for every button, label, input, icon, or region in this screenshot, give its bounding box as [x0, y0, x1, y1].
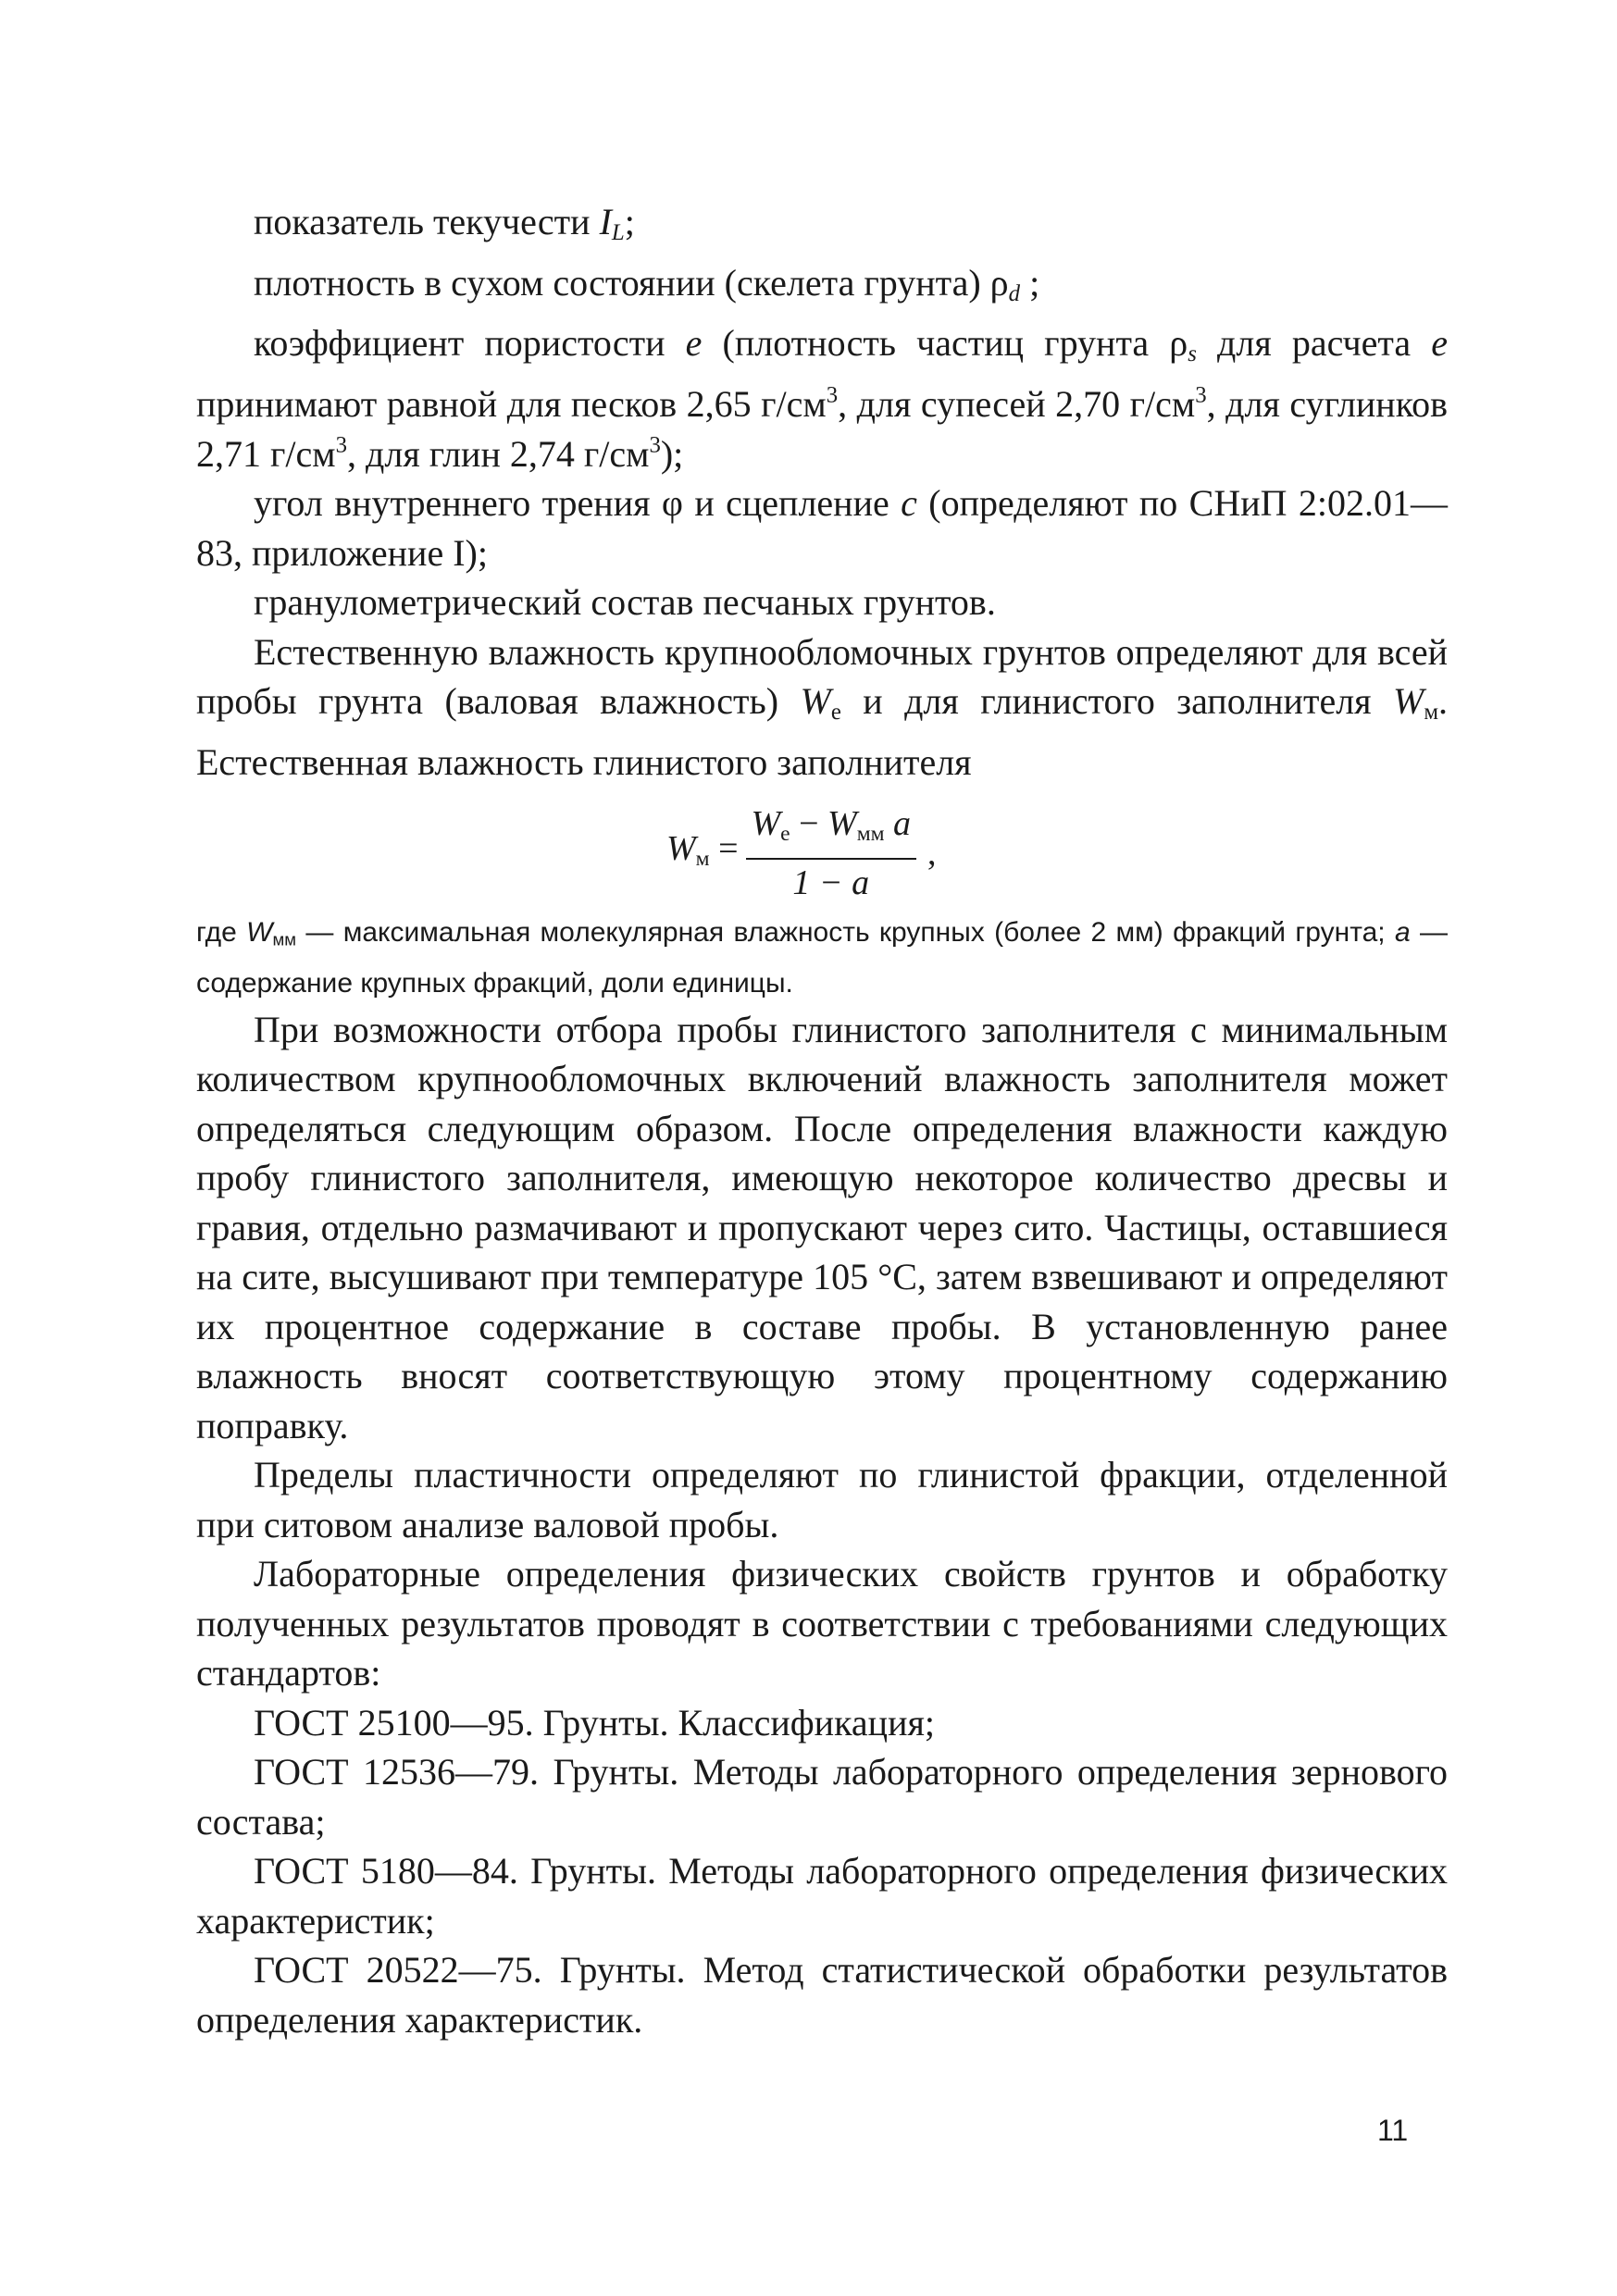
formula-expression [666, 803, 937, 904]
formula-lhs: $W_м$ = [666, 828, 739, 871]
page-number: 11 [1377, 2114, 1409, 2147]
item-dry-density: плотность в сухом состоянии (скелета грунта) $\rho_d$ ; [254, 261, 1040, 306]
item-porosity-coefficient: коэффициент пористости e (плотность частиц грунта $\rho_s$ для расчета e принимают равной для песков 2,65 $г/см^3$, для супесей 2,70 $г/см^3$, для суглинков 2,71 $г/см^3$, для глин 2,74 $г/см^3$); [196, 322, 1449, 475]
formula-comma: , [927, 833, 937, 873]
paragraph-lab-standards: Лабораторные определения физических свойств грунтов и обработку полученных результатов проводят в соответствии с требованиями следующих стандартов: [196, 1553, 1448, 1694]
standard-gost-25100: ГОСТ 25100—95. Грунты. Классификация; [254, 1701, 935, 1744]
moisture-formula [196, 787, 1448, 911]
formula-denominator: 1 − a [792, 863, 870, 903]
standard-gost-20522: ГОСТ 20522—75. Грунты. Метод статистической обработки результатов определения характеристик. [196, 1949, 1448, 2041]
item-liquidity-index: показатель текучести $I_L$; [254, 201, 635, 246]
paragraph-natural-moisture: Естественную влажность крупнообломочных грунтов определяют для всей пробы грунта (валовая влажность) $W_e$ и для глинистого заполнителя $W_м$. Естественная влажность глинистого заполнителя [196, 630, 1449, 783]
item-friction-cohesion: угол внутреннего трения φ и сцепление c (определяют по СНиП 2:02.01—83, приложение I); [196, 482, 1448, 574]
standard-gost-5180: ГОСТ 5180—84. Грунты. Методы лабораторного определения физических характеристик; [196, 1850, 1448, 1942]
formula-numerator: $W_e - W_{мм}$ a [746, 803, 917, 860]
paragraph-plasticity: Пределы пластичности определяют по глинистой фракции, отделенной при ситовом анализе валовой пробы. [196, 1454, 1448, 1545]
item-granulometric: гранулометрический состав песчаных грунтов. [254, 581, 996, 624]
standard-gost-12536: ГОСТ 12536—79. Грунты. Методы лабораторного определения зернового состава; [196, 1751, 1448, 1843]
formula-fraction [746, 803, 917, 904]
text-column [196, 197, 1448, 2044]
paragraph-sampling: При возможности отбора пробы глинистого заполнителя с минимальным количеством крупнообломочных включений влажность заполнителя может определяться следующим образом. После определения влажности каждую пробу глинистого заполнителя, имеющую некоторое количество дресвы и гравия, отдельно размачивают и пропускают через сито. Частицы, оставшиеся на сите, высушивают при температуре 105 °С, затем взвешивают и определяют их процентное содержание в составе пробы. В установленную ранее влажность вносят соответствующую этому процентному содержанию поправку. [196, 1008, 1448, 1446]
formula-note: где $W_{мм}$ — максимальная молекулярная влажность крупных (более 2 мм) фракций грунта; a — содержание крупных фракций, доли единицы. [196, 917, 1449, 999]
